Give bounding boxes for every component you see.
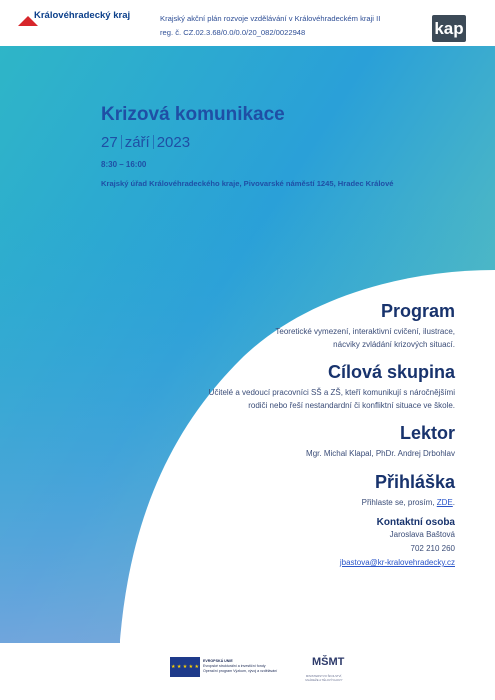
msmt-logo-mark: MŠMT — [312, 656, 345, 668]
program-text — [145, 326, 455, 351]
contact-name: Jaroslava Baštová — [389, 530, 455, 539]
target-group-heading: Cílová skupina — [327, 362, 455, 382]
contact-heading: Kontaktní osoba — [376, 517, 455, 528]
project-title: Krajský akční plán rozvoje vzdělávání v Královéhradeckém kraji II — [160, 14, 381, 23]
eu-fund-line: Evropské strukturální a investiční fondy — [203, 663, 266, 668]
target-group-text-line: Učitelé a vedoucí pracovníci SŠ a ZŠ, kteří komunikují s náročnějšími — [208, 388, 455, 397]
event-date-day: 27 — [101, 134, 118, 151]
registration-text — [145, 497, 455, 510]
event-title: Krizová komunikace — [101, 104, 285, 125]
region-name: Královéhradecký kraj — [34, 10, 131, 21]
project-registration: reg. č. CZ.02.3.68/0.0/0.0/20_082/0022948 — [160, 28, 306, 37]
project-info — [160, 12, 410, 40]
lecturer-names: Mgr. Michal Klapal, PhDr. Andrej Drbohlav — [306, 449, 455, 458]
lecturer-heading: Lektor — [399, 423, 455, 443]
event-date — [101, 133, 481, 153]
kap-logo-mark: kap — [432, 15, 466, 42]
details — [145, 300, 455, 570]
target-group-text-line: rodiči nebo řeší nestandardní či konfliktní situace ve škole. — [248, 400, 455, 410]
program-text-line: Teoretické vymezení, interaktivní cvičení, ilustrace, — [275, 327, 455, 336]
event-block — [101, 103, 481, 188]
kap-logo — [432, 6, 468, 42]
target-group-text — [145, 387, 455, 412]
event-date-year: 2023 — [156, 134, 191, 151]
date-separator — [121, 135, 122, 149]
registration-heading: Přihláška — [374, 471, 455, 492]
event-venue: Krajský úřad Královéhradeckého kraje, Pivovarské náměstí 1245, Hradec Králové — [101, 179, 394, 188]
contact-email-link[interactable]: jbastova@kr-kralovehradecky.cz — [339, 558, 455, 567]
registration-suffix: . — [452, 497, 455, 507]
eu-flag-icon: ★ ★ ★ ★ ★ — [170, 657, 200, 677]
eu-title: EVROPSKÁ UNIE — [203, 659, 233, 663]
header — [0, 0, 495, 52]
registration-prefix: Přihlaste se, prosím, — [361, 497, 437, 507]
program-text-line: nácviky zvládání krizových situací. — [333, 339, 455, 349]
date-separator — [153, 135, 154, 149]
event-date-month: září — [124, 134, 150, 151]
kap-logo-caption: Královéhradecký — [432, 6, 466, 11]
msmt-logo-caption: MINISTERSTVO ŠKOLSTVÍ, MLÁDEŽE A TĚLOVÝCHOVY — [305, 674, 343, 682]
registration-link[interactable]: ZDE — [436, 497, 453, 507]
program-heading: Program — [380, 301, 455, 321]
eu-programme-line: Operační program Výzkum, vývoj a vzdělávání — [203, 668, 278, 673]
msmt-logo — [302, 656, 346, 682]
event-time: 8:30 – 16:00 — [101, 160, 147, 169]
region-logo — [18, 10, 138, 36]
eu-funding-text — [203, 659, 293, 673]
contact-phone: 702 210 260 — [410, 544, 455, 553]
